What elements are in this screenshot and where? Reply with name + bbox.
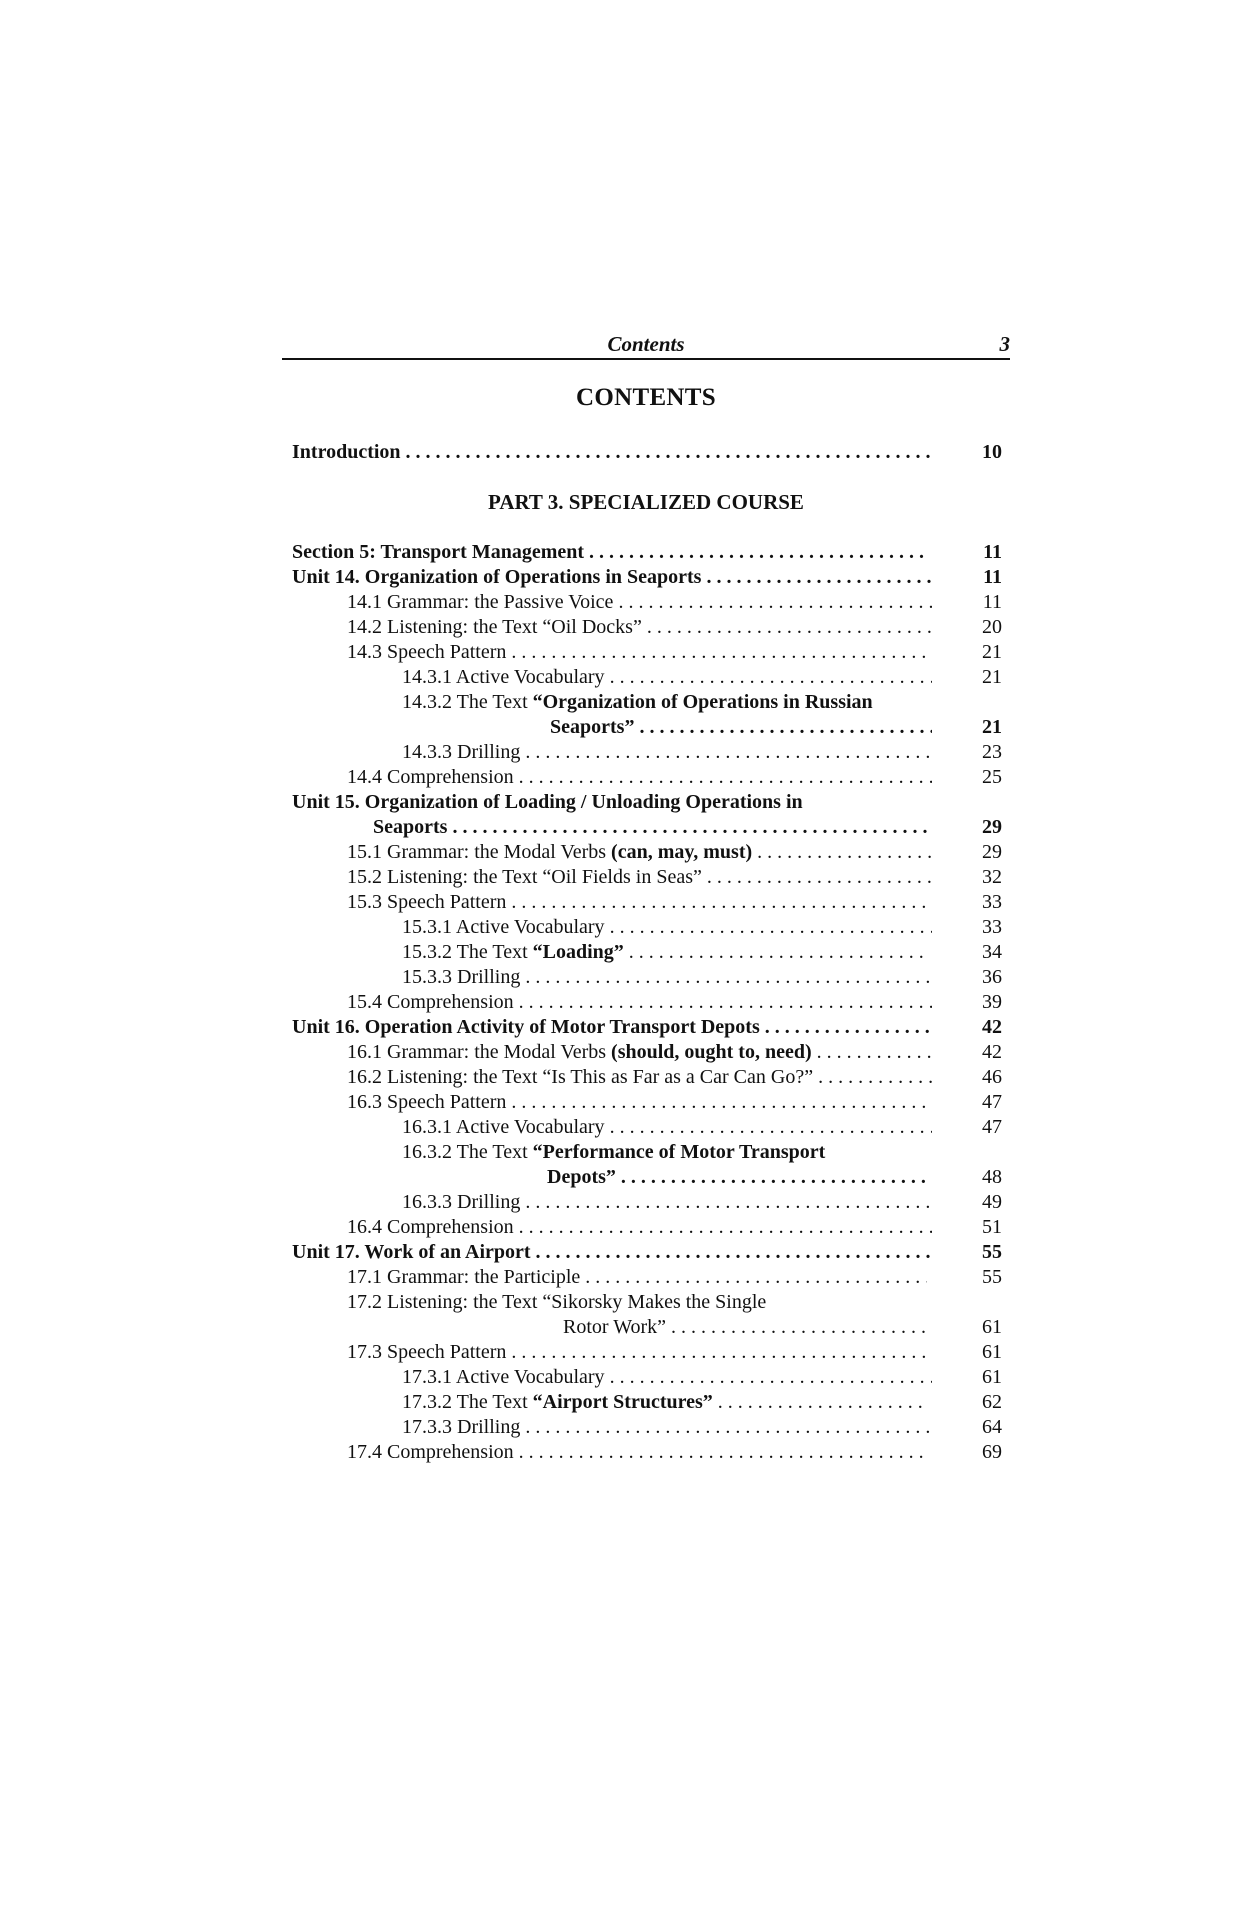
toc-entry-page: 55 [982,1241,1002,1263]
toc-entry-page: 69 [982,1441,1002,1463]
toc-entry-label: 15.3.1 Active Vocabulary . . . [402,915,932,940]
toc-entry-prefix: 17.3.2 The Text [402,1391,533,1413]
toc-entry-continuation[interactable] [0,715,1238,740]
toc-entry-page: 11 [983,566,1002,588]
toc-entry-label: 15.4 Comprehension . . . [347,990,932,1015]
toc-entry-label [402,1140,825,1165]
toc-entry[interactable] [0,990,1238,1015]
page-title: CONTENTS [576,384,716,411]
toc-entry[interactable] [0,1290,1238,1315]
toc-entry-continuation[interactable] [0,1315,1238,1340]
toc-entry-label: Unit 14. Organization of Operations in Seaports . . . [292,565,932,590]
toc-entry-prefix: 16.3.2 The Text [402,1141,533,1163]
toc-entry[interactable] [0,890,1238,915]
toc-entry-page: 46 [982,1066,1002,1088]
toc-entry[interactable] [0,1115,1238,1140]
toc-entry[interactable] [0,1415,1238,1440]
toc-entry[interactable] [0,765,1238,790]
toc-entry-section[interactable] [0,540,1238,565]
toc-entry-label: 14.3.1 Active Vocabulary . . . [402,665,932,690]
toc-entry-title: Seaports” . . . [550,715,932,740]
toc-entry-page: 48 [982,1166,1002,1188]
toc-entry-label [347,840,932,865]
toc-entry-label: 15.3 Speech Pattern . . . [347,890,932,915]
toc-entry-unit[interactable] [0,1240,1238,1265]
toc-entry-title: “Performance of Motor Transport [532,1141,826,1163]
toc-entry-page: 25 [982,766,1002,788]
toc-entry-page: 36 [982,966,1002,988]
toc-entry[interactable] [0,1390,1238,1415]
toc-entry-prefix: 15.1 Grammar: the Modal Verbs [347,841,612,863]
running-head [282,330,1010,360]
toc-entry[interactable] [0,1065,1238,1090]
toc-entry-label: 17.1 Grammar: the Participle . . . [347,1265,927,1290]
toc-entry-label: 16.3.1 Active Vocabulary . . . [402,1115,932,1140]
toc-entry-page: 39 [982,991,1002,1013]
toc-entry-title: “Organization of Operations in Russian [532,691,873,713]
toc-entry-label [402,940,930,965]
toc-entry-label: Unit 15. Organization of Loading / Unloading Operations in [292,791,803,813]
toc-entry[interactable] [0,740,1238,765]
toc-entry-page: 32 [982,866,1002,888]
toc-entry-label: 17.3 Speech Pattern . . . [347,1340,932,1365]
toc-entry-page: 33 [982,916,1002,938]
toc-entry-page: 42 [982,1016,1002,1038]
running-head-title: Contents [607,332,685,356]
toc-entry-page: 33 [982,891,1002,913]
toc-entry-page: 49 [982,1191,1002,1213]
toc-entry-title: Depots” . . . [547,1165,927,1190]
toc-entry-label: 14.4 Comprehension . . . [347,765,932,790]
toc-entry-page: 55 [982,1266,1002,1288]
toc-entry-page: 47 [982,1091,1002,1113]
toc-entry[interactable] [0,665,1238,690]
toc-entry-label: 16.3 Speech Pattern . . . [347,1090,932,1115]
toc-entry-page: 47 [982,1116,1002,1138]
toc-entry-label: 16.2 Listening: the Text “Is This as Far as a Car Can Go?” . . . [347,1065,932,1090]
toc-entry-label: 14.3 Speech Pattern . . . [347,640,932,665]
toc-entry[interactable] [0,1365,1238,1390]
toc-entry-unit[interactable] [0,1015,1238,1040]
toc-entry[interactable] [0,1440,1238,1465]
toc-entry-page: 51 [982,1216,1002,1238]
toc-entry-unit[interactable] [0,790,1238,815]
toc-entry-prefix: 16.1 Grammar: the Modal Verbs [347,1041,612,1063]
toc-entry-label: 14.2 Listening: the Text “Oil Docks” . . . [347,615,932,640]
toc-entry-label [402,690,873,715]
toc-entry-page: 42 [982,1041,1002,1063]
toc-entry-title: “Loading” [532,941,624,963]
toc-entry-label: 14.1 Grammar: the Passive Voice . . . [347,590,932,615]
toc-entry-page: 10 [982,441,1002,463]
toc-entry-label: 17.2 Listening: the Text “Sikorsky Makes the Single [347,1291,767,1313]
toc-entry-page: 20 [982,616,1002,638]
toc-entry-label [347,1040,932,1065]
toc-entry-label: 16.3.3 Drilling . . . [402,1190,932,1215]
toc-entry-prefix: 15.3.2 The Text [402,941,533,963]
toc-entry-label [402,1390,929,1415]
toc-entry-title: (can, may, must) [611,841,753,863]
toc-entry[interactable] [0,590,1238,615]
toc-entry-introduction[interactable] [0,440,1238,465]
toc-entry-page: 61 [982,1366,1002,1388]
toc-entry-page: 61 [982,1316,1002,1338]
toc-entry[interactable] [0,640,1238,665]
toc-entry-label: 14.3.3 Drilling . . . [402,740,932,765]
toc-entry-label: Section 5: Transport Management . . . [292,540,929,565]
toc-entry-page: 61 [982,1341,1002,1363]
toc-entry-continuation[interactable] [0,1165,1238,1190]
toc-entry[interactable] [0,1190,1238,1215]
toc-entry-label: Seaports . . . [373,815,932,840]
toc-entry[interactable] [0,1340,1238,1365]
toc-entry-page: 21 [982,666,1002,688]
toc-entry-label: Introduction . . . [292,440,932,465]
toc-entry-page: 23 [982,741,1002,763]
toc-entry-page: 11 [982,591,1002,613]
toc-entry-page: 21 [982,641,1002,663]
toc-entry-label: Rotor Work” . . . [563,1315,929,1340]
running-head-page-number: 3 [999,332,1010,356]
toc-entry-page: 29 [982,841,1002,863]
toc-entry-label: Unit 16. Operation Activity of Motor Transport Depots . . . [292,1015,932,1040]
toc-entry-continuation[interactable] [0,815,1238,840]
toc-entry[interactable] [0,915,1238,940]
toc-entry-page: 34 [982,941,1002,963]
toc-entry[interactable] [0,865,1238,890]
toc-entry-label: 17.3.3 Drilling . . . [402,1415,932,1440]
toc-entry-unit[interactable] [0,565,1238,590]
toc-entry-page: 29 [982,816,1002,838]
toc-entry-label: Unit 17. Work of an Airport . . . [292,1240,932,1265]
toc-entry-label: 15.3.3 Drilling . . . [402,965,932,990]
toc-entry[interactable] [0,615,1238,640]
toc-entry-prefix: 14.3.2 The Text [402,691,533,713]
toc-entry-page: 21 [982,716,1002,738]
part-heading: PART 3. SPECIALIZED COURSE [488,490,804,514]
toc-entry-label: 15.2 Listening: the Text “Oil Fields in Seas” . . . [347,865,932,890]
toc-entry-label: 17.4 Comprehension . . . [347,1440,929,1465]
toc-entry[interactable] [0,940,1238,965]
toc-entry[interactable] [0,1140,1238,1165]
toc-entry-page: 62 [982,1391,1002,1413]
toc-entry-title: “Airport Structures” [532,1391,713,1413]
toc-entry[interactable] [0,840,1238,865]
toc-entry[interactable] [0,1040,1238,1065]
toc-entry[interactable] [0,1265,1238,1290]
toc-entry[interactable] [0,1090,1238,1115]
toc-entry-label: 16.4 Comprehension . . . [347,1215,932,1240]
toc-entry[interactable] [0,690,1238,715]
toc-entry-page: 64 [982,1416,1002,1438]
toc-entry-title: (should, ought to, need) [611,1041,812,1063]
toc-entry-label: 17.3.1 Active Vocabulary . . . [402,1365,932,1390]
toc-entry-page: 11 [983,541,1002,563]
toc-entry[interactable] [0,1215,1238,1240]
toc-entry[interactable] [0,965,1238,990]
